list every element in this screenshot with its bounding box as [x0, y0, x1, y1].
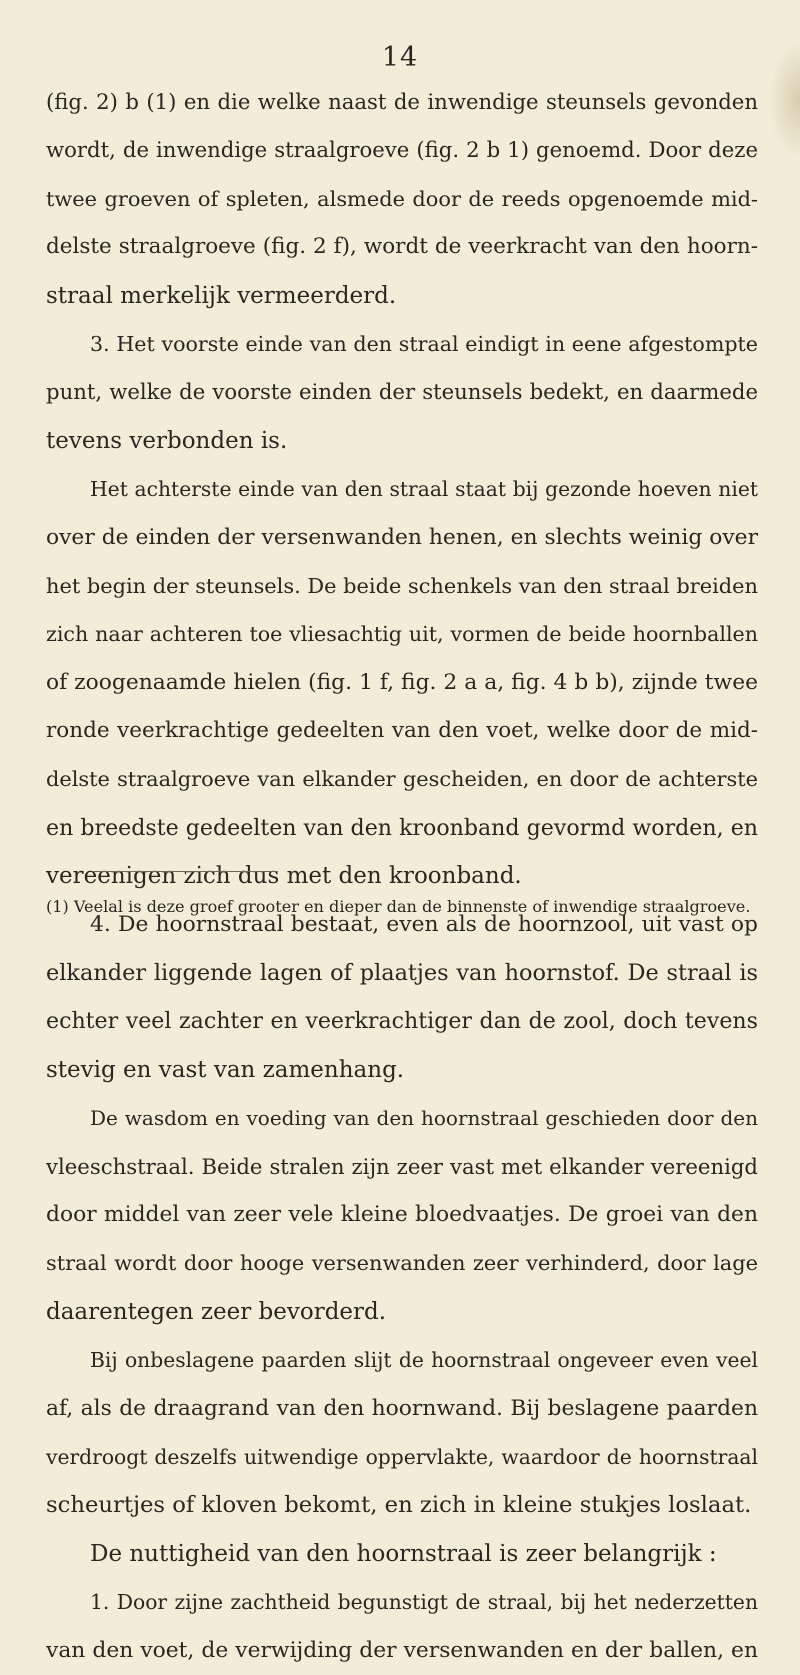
text-line: (fig. 2) b (1) en die welke naast de inwendige steunsels gevonden: [46, 89, 758, 114]
text-line: 3. Het voorste einde van den straal eindigt in eene afgestompte: [90, 331, 758, 356]
text-line: daarentegen zeer bevorderd.: [46, 1298, 387, 1325]
text-line: straal wordt door hooge versenwanden zeer verhinderd, door lage: [46, 1251, 758, 1276]
text-line: en breedste gedeelten van den kroonband gevormd worden, en: [46, 814, 758, 841]
page-number: 14: [381, 42, 419, 73]
text-line: tevens verbonden is.: [46, 427, 288, 454]
text-line: echter veel zachter en veerkrachtiger dan de zool, doch tevens: [46, 1008, 758, 1035]
text-line: 4. De hoornstraal bestaat, even als de hoornzool, uit vast op: [90, 911, 758, 937]
text-line: delste straalgroeve van elkander gescheiden, en door de achterste: [46, 767, 758, 792]
text-line: scheurtjes of kloven bekomt, en zich in kleine stukjes loslaat.: [46, 1492, 752, 1519]
text-line: wordt, de inwendige straalgroeve (fig. 2 b 1) genoemd. Door deze: [46, 137, 758, 163]
footnote: (1) Veelal is deze groef grooter en dieper dan de binnenste of inwendige straalgroeve.: [46, 897, 751, 916]
text-line: van den voet, de verwijding der versenwanden en der ballen, en: [46, 1637, 758, 1663]
text-line: 1. Door zijne zachtheid begunstigt de straal, bij het nederzetten: [90, 1590, 758, 1615]
text-line: zich naar achteren toe vliesachtig uit, vormen de beide hoornballen: [46, 622, 758, 647]
footnote-rule: [92, 871, 278, 872]
text-line: het begin der steunsels. De beide schenkels van den straal breiden: [46, 573, 758, 598]
text-line: stevig en vast van zamenhang.: [46, 1056, 405, 1083]
text-line: De nuttigheid van den hoornstraal is zeer belangrijk :: [90, 1540, 717, 1567]
text-line: elkander liggende lagen of plaatjes van hoornstof. De straal is: [46, 960, 758, 987]
text-line: delste straalgroeve (fig. 2 f), wordt de veerkracht van den hoorn-: [46, 234, 758, 260]
text-line: Bij onbeslagene paarden slijt de hoornstraal ongeveer even veel: [90, 1348, 758, 1373]
text-line: ronde veerkrachtige gedeelten van den voet, welke door de mid-: [46, 718, 758, 744]
text-line: vleeschstraal. Beide stralen zijn zeer vast met elkander vereenigd: [46, 1153, 758, 1179]
text-line: af, als de draagrand van den hoornwand. Bij beslagene paarden: [46, 1395, 758, 1421]
text-line: verdroogt deszelfs uitwendige oppervlakte, waardoor de hoornstraal: [46, 1444, 758, 1469]
text-line: De wasdom en voeding van den hoornstraal geschieden door den: [90, 1106, 758, 1131]
text-line: vereenigen zich dus met den kroonband.: [46, 863, 522, 890]
text-line: Het achterste einde van den straal staat bij gezonde hoeven niet: [90, 477, 758, 502]
text-line: door middel van zeer vele kleine bloedvaatjes. De groei van den: [46, 1201, 758, 1227]
text-line: twee groeven of spleten, alsmede door de reeds opgenoemde mid-: [46, 186, 758, 211]
text-line: over de einden der versenwanden henen, en slechts weinig over: [46, 524, 758, 550]
text-line: of zoogenaamde hielen (fig. 1 f, fig. 2 a a, fig. 4 b b), zijnde twee: [46, 669, 758, 695]
body-text: [46, 78, 758, 1675]
text-line: punt, welke de voorste einden der steunsels bedekt, en daarmede: [46, 379, 758, 405]
text-line: straal merkelijk vermeerderd.: [46, 282, 397, 309]
